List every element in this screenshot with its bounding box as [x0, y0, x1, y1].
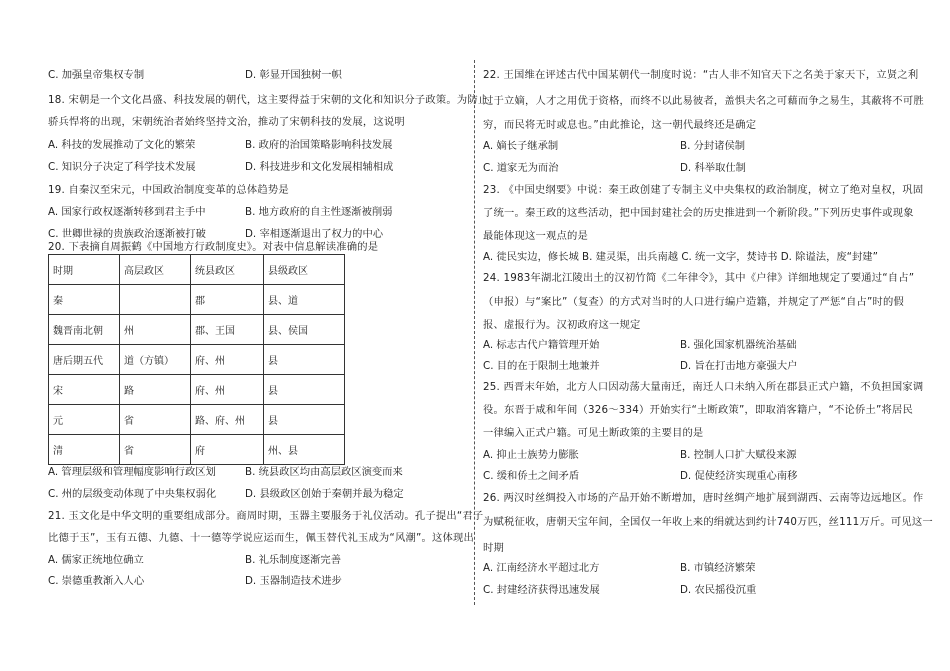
- table-cell: 道（方镇）: [120, 345, 191, 375]
- q21-stem-line-2: 比德于玉”，玉有五德、九德、十一德等学说应运而生，佩玉替代礼玉成为“风潮”。这体现出: [48, 532, 474, 544]
- q24-stem-line-3: 报、虚报行为。汉初政府这一规定: [483, 319, 641, 331]
- q25-stem-line-1: 25. 西晋末年始，北方人口因动荡大量南迁，南迁人口未纳入所在郡县正式户籍，不负担国家调: [483, 381, 924, 393]
- table-cell: 省: [120, 405, 191, 435]
- q17-option-c[interactable]: C. 加强皇帝集权专制: [48, 69, 145, 81]
- table-cell: 县、道: [264, 285, 345, 315]
- q20-option-c[interactable]: C. 州的层级变动体现了中央集权弱化: [48, 488, 217, 500]
- q23-stem-line-3: 最能体现这一观点的是: [483, 230, 588, 242]
- column-divider: [474, 60, 475, 605]
- q23-options[interactable]: A. 徙民实边，修长城 B. 建灵渠，出兵南越 C. 统一文字，焚诗书 D. 除谥法，废“封建”: [483, 251, 878, 263]
- q26-option-c[interactable]: C. 封建经济获得迅速发展: [483, 584, 600, 596]
- table-cell: 魏晋南北朝: [49, 315, 120, 345]
- q24-stem-line-1: 24. 1983年湖北江陵出土的汉初竹简《二年律令》，其中《户律》详细地规定了要通过“自占”: [483, 272, 915, 284]
- table-cell: 府、州: [191, 375, 264, 405]
- q24-option-a[interactable]: A. 标志古代户籍管理开始: [483, 339, 600, 351]
- table-cell: 清: [49, 435, 120, 465]
- table-row: [49, 345, 345, 375]
- q18-option-d[interactable]: D. 科技进步和文化发展相辅相成: [245, 161, 394, 173]
- table-cell: 县: [264, 405, 345, 435]
- q18-stem-line-2: 骄兵悍将的出现，宋朝统治者始终坚持文治，推动了宋朝科技的发展，这说明: [48, 116, 405, 128]
- table-cell: 路、府、州: [191, 405, 264, 435]
- q22-option-c[interactable]: C. 道家无为而治: [483, 162, 559, 174]
- q25-option-c[interactable]: C. 缓和侨土之间矛盾: [483, 470, 580, 482]
- table-cell: 郡、王国: [191, 315, 264, 345]
- q18-option-b[interactable]: B. 政府的治国策略影响科技发展: [245, 139, 393, 151]
- q25-stem-line-3: 一律编入正式户籍。可见土断政策的主要目的是: [483, 427, 704, 439]
- table-header-cell: 统县政区: [191, 255, 264, 285]
- q26-stem-line-1: 26. 两汉时丝绸投入市场的产品开始不断增加，唐时丝绸产地扩展到湖西、云南等边远地区。作: [483, 492, 924, 504]
- q23-stem-line-1: 23. 《中国史纲要》中说：秦王政创建了专制主义中央集权的政治制度，树立了绝对皇权，巩固: [483, 184, 924, 196]
- q18-option-a[interactable]: A. 科技的发展推动了文化的繁荣: [48, 139, 196, 151]
- q24-option-c[interactable]: C. 目的在于限制土地兼并: [483, 360, 600, 372]
- q19-option-b[interactable]: B. 地方政府的自主性逐渐被削弱: [245, 206, 393, 218]
- table-cell: 宋: [49, 375, 120, 405]
- q22-stem-line-3: 穷，而民将无时或息也。”由此推论，这一朝代最终还是确定: [483, 119, 757, 131]
- table-cell: 元: [49, 405, 120, 435]
- table-row: [49, 375, 345, 405]
- q24-option-b[interactable]: B. 强化国家机器统治基础: [680, 339, 797, 351]
- q19-stem: 19. 自秦汉至宋元，中国政治制度变革的总体趋势是: [48, 184, 289, 196]
- table-cell: 州: [120, 315, 191, 345]
- q19-option-a[interactable]: A. 国家行政权逐渐转移到君主手中: [48, 206, 206, 218]
- q20-stem: 20. 下表摘自周振鹤《中国地方行政制度史》。对表中信息解读准确的是: [48, 241, 379, 253]
- q25-option-a[interactable]: A. 抑止士族势力膨胀: [483, 449, 579, 461]
- table-row: [49, 435, 345, 465]
- q21-option-c[interactable]: C. 崇德重教渐入人心: [48, 575, 145, 587]
- table-cell: 省: [120, 435, 191, 465]
- table-cell: 唐后期五代: [49, 345, 120, 375]
- q25-stem-line-2: 役。东晋于咸和年间（326～334）开始实行“土断政策”，即取消客籍户，“不论侨土”将居民: [483, 404, 914, 416]
- table-cell: 县: [264, 375, 345, 405]
- q21-option-d[interactable]: D. 玉器制造技术进步: [245, 575, 342, 587]
- q20-option-a[interactable]: A. 管理层级和管理幅度影响行政区划: [48, 466, 216, 478]
- q19-option-d[interactable]: D. 宰相逐渐退出了权力的中心: [245, 228, 384, 240]
- q21-stem-line-1: 21. 玉文化是中华文明的重要组成部分。商周时期，玉器主要服务于礼仪活动。孔子提出“君子: [48, 510, 484, 522]
- q22-stem-line-2: 过于立嫡，人才之用优于资格，而终不以此易彼者，盖惧夫名之可藉而争之易生，其蔽将不可胜: [483, 95, 924, 107]
- table-header-cell: 时期: [49, 255, 120, 285]
- table-cell: 路: [120, 375, 191, 405]
- q26-option-a[interactable]: A. 江南经济水平超过北方: [483, 562, 600, 574]
- q24-stem-line-2: （申报）与“案比”（复查）的方式对当时的人口进行编户造籍，并规定了严惩“自占”时的假: [483, 296, 905, 308]
- q22-option-a[interactable]: A. 嫡长子继承制: [483, 140, 559, 152]
- table-header-row: [49, 255, 345, 285]
- q20-option-b[interactable]: B. 统县政区均由高层政区演变而来: [245, 466, 403, 478]
- table-cell: 府、州: [191, 345, 264, 375]
- table-header-cell: 县级政区: [264, 255, 345, 285]
- q21-option-b[interactable]: B. 礼乐制度逐渐完善: [245, 554, 341, 566]
- table-header-cell: 高层政区: [120, 255, 191, 285]
- table-cell: 县: [264, 345, 345, 375]
- q22-stem-line-1: 22. 王国维在评述古代中国某朝代一制度时说：“古人非不知官天下之名美于家天下，立贤之利: [483, 69, 919, 81]
- q26-stem-line-2: 为赋税征收，唐朝天宝年间，全国仅一年收上来的绢就达到约计740万匹，丝111万斤。可见这一: [483, 516, 933, 528]
- q25-option-b[interactable]: B. 控制人口扩大赋役来源: [680, 449, 797, 461]
- table-cell: 郡: [191, 285, 264, 315]
- q26-option-b[interactable]: B. 市镇经济繁荣: [680, 562, 756, 574]
- q18-stem-line-1: 18. 宋朝是一个文化昌盛、科技发展的朝代，这主要得益于宋朝的文化和知识分子政策。为防止: [48, 94, 489, 106]
- q22-option-b[interactable]: B. 分封诸侯制: [680, 140, 746, 152]
- table-cell: 州、县: [264, 435, 345, 465]
- table-row: [49, 315, 345, 345]
- q23-stem-line-2: 了统一。秦王政的这些活动，把中国封建社会的历史推进到一个新阶段。”下列历史事件或现象: [483, 207, 914, 219]
- q18-option-c[interactable]: C. 知识分子决定了科学技术发展: [48, 161, 196, 173]
- q21-option-a[interactable]: A. 儒家正统地位确立: [48, 554, 144, 566]
- q20-option-d[interactable]: D. 县级政区创始于秦朝并最为稳定: [245, 488, 404, 500]
- q22-option-d[interactable]: D. 科举取仕制: [680, 162, 746, 174]
- table-row: [49, 285, 345, 315]
- q26-option-d[interactable]: D. 农民摇役沉重: [680, 584, 757, 596]
- q26-stem-line-3: 时期: [483, 542, 504, 554]
- table-row: [49, 405, 345, 435]
- table-cell: 府: [191, 435, 264, 465]
- q17-option-d[interactable]: D. 彰显开国独树一帜: [245, 69, 342, 81]
- q25-option-d[interactable]: D. 促使经济实现重心南移: [680, 470, 798, 482]
- admin-division-table: [48, 254, 345, 465]
- table-cell: 秦: [49, 285, 120, 315]
- q24-option-d[interactable]: D. 旨在打击地方豪强大户: [680, 360, 798, 372]
- table-cell: 县、侯国: [264, 315, 345, 345]
- q19-option-c[interactable]: C. 世卿世禄的贵族政治逐渐被打破: [48, 228, 206, 240]
- table-cell: [120, 285, 191, 315]
